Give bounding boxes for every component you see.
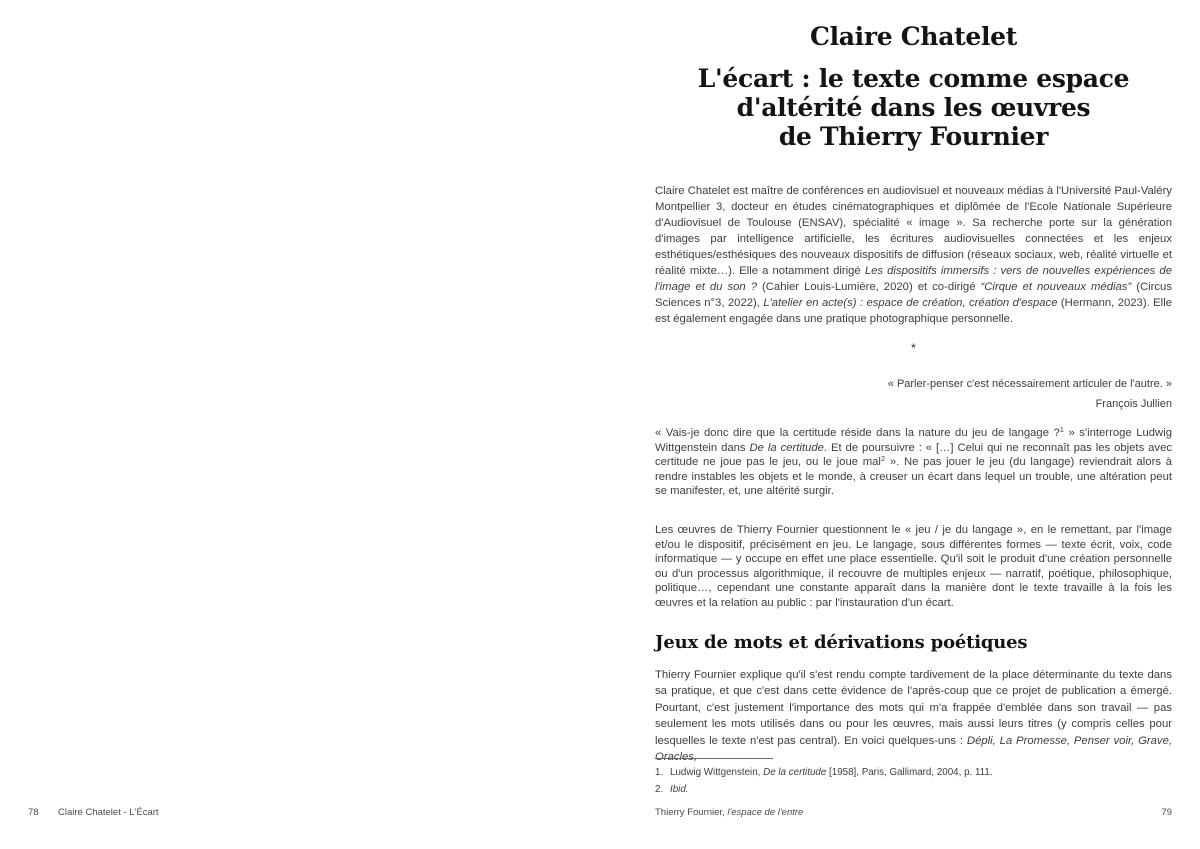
running-title-left: Claire Chatelet - L'Écart: [58, 807, 159, 818]
author-name: Claire Chatelet: [809, 22, 1018, 51]
page-right-footer: [655, 807, 1172, 818]
author-bio: Claire Chatelet est maître de conférences en audiovisuel et nouveaux médias à l'Université Paul-Valéry Montpellier 3, docteur en études cinématographiques et diplômée de l'Ecole Nationale Supérieure d'Audiovisuel de Toulouse (ENSAV), spécialité « image ». Sa recherche porte sur la génération d'images par intelligence artificielle, les écritures audiovisuelles connectées et les enjeux esthétiques/esthésiques des nouveaux dispositifs de diffusion (réseaux sociaux, web, réalité virtuelle et réalité mixte…). Elle a notamment dirigé Les dispositifs immersifs : vers de nouvelles expériences de l'image et du son ? (Cahier Louis-Lumière, 2020) et co-dirigé “Cirque et nouveaux médias” (Circus Sciences n°3, 2022), L'atelier en acte(s) : espace de création, création d'espace (Hermann, 2023). Elle est également engagée dans une pratique photographique personnelle.: [655, 185, 1172, 325]
title-line-3: de Thierry Fournier: [778, 122, 1049, 151]
running-title-right: Thierry Fournier, l'espace de l'entre: [655, 807, 804, 818]
page-number-left: 78: [28, 807, 39, 818]
epigraph-quote: « Parler-penser c'est nécessairement articuler de l'autre. »: [887, 378, 1172, 390]
footnote-1: [655, 764, 1172, 781]
paragraph-wittgenstein: « Vais-je donc dire que la certitude réside dans la nature du jeu de langage ?$^1$ » s'interroge Ludwig Wittgenstein dans De la certitude. Et de poursuivre : « […] Celui qui ne reconnaît pas les objets avec certitude ne joue pas le jeu, ou le joue mal$^2$ ». Ne pas jouer le jeu (du langage) reviendrait alors à rendre instables les objets et le monde, à creuser un écart dans lequel un trouble, une altération peut se manifester, et, une altérité surgir.: [655, 425, 1173, 498]
article-title: [655, 64, 1172, 151]
epigraph: [655, 374, 1172, 414]
footnote-2-text: Ibid.: [670, 784, 689, 795]
title-line-2: d'altérité dans les œuvres: [736, 93, 1091, 122]
footnotes: [655, 764, 1172, 798]
page-right: [600, 0, 1200, 849]
footnote-1-text: Ludwig Wittgenstein, De la certitude [1958], Paris, Gallimard, 2004, p. 111.: [670, 767, 993, 778]
title-line-1: L'écart : le texte comme espace: [697, 64, 1130, 93]
section-heading: Jeux de mots et dérivations poétiques: [655, 632, 1028, 653]
epigraph-attribution: François Jullien: [1095, 398, 1172, 410]
page-left-footer: [28, 807, 568, 818]
asterisk-separator: *: [911, 341, 916, 355]
footnote-1-marker: 1.: [655, 767, 664, 778]
paragraph-oeuvres: Les œuvres de Thierry Fournier questionnent le « jeu / je du langage », en le remettant, par l'image et/ou le dispositif, précisément en jeu. Le langage, sous différentes formes — texte écrit, voix, code informatique — y occupe en effet une place essentielle. Qu'il soit le produit d'une création personnelle ou d'un processus algorithmique, il recouvre de multiples enjeux — narratif, poétique, philosophique, politique…, cependant une constante apparaît dans la manière dont le texte travaille à la fois les œuvres et la relation au public : par l'instauration d'un écart.: [655, 524, 1172, 609]
page-number-right: 79: [1161, 807, 1172, 818]
footnote-2: [655, 781, 1172, 798]
paragraph-titres: Thierry Fournier explique qu'il s'est rendu compte tardivement de la place déterminante du texte dans sa pratique, et que c'est dans cette évidence de l'après-coup que ce projet de publication a émergé. Pourtant, c'est justement l'importance des mots qui m'a frappée d'emblée dans son travail — pas seulement les mots utilisés dans ou pour les œuvres, mais aussi leurs titres (y compris celles pour lesquelles le texte n'est pas central). En voici quelques-uns : Dépli, La Promesse, Penser voir, Grave, Oracles,: [655, 669, 1172, 764]
footnote-2-marker: 2.: [655, 784, 664, 795]
footnote-divider: [655, 758, 773, 759]
text-column: [655, 0, 1172, 849]
